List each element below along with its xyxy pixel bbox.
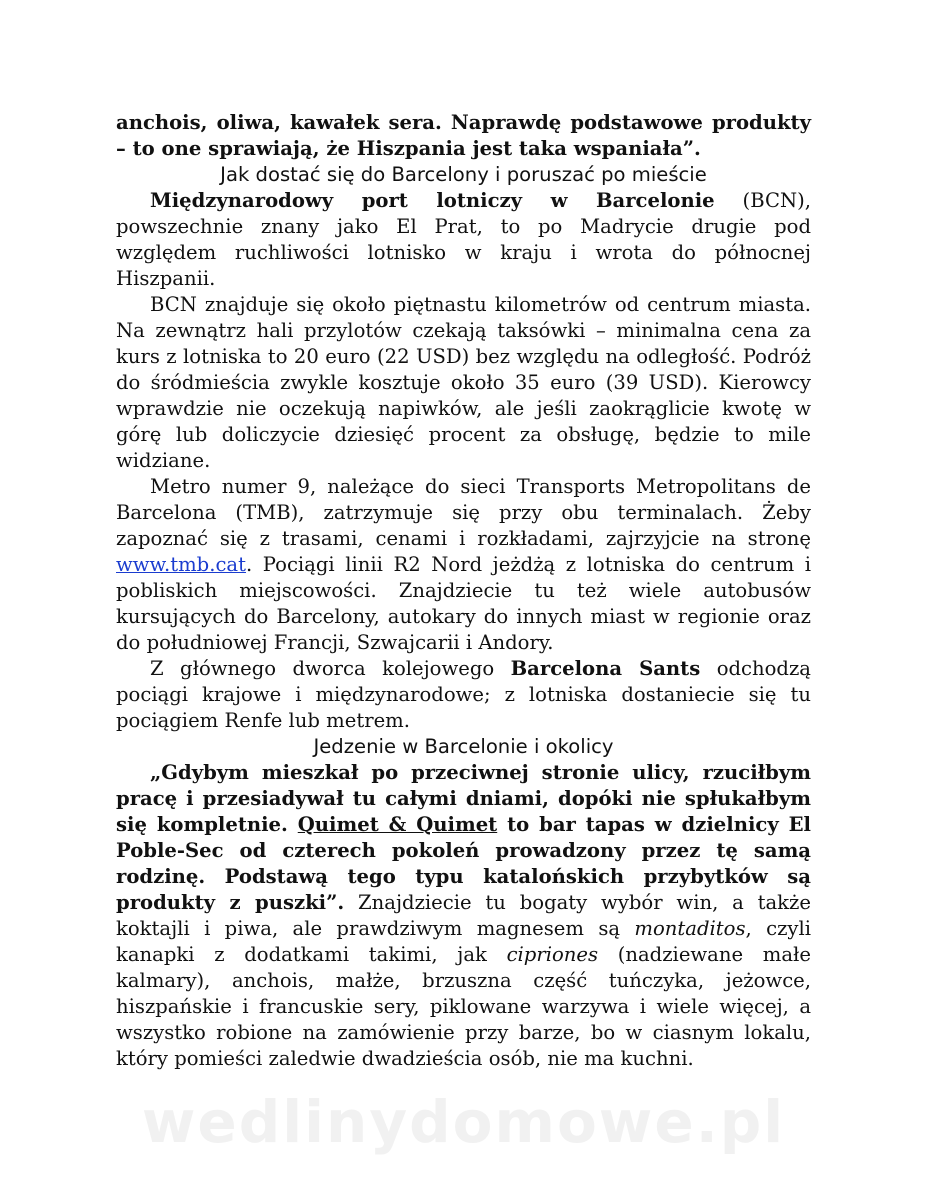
metro-text-after: . Pociągi linii R2 Nord jeżdżą z lotniska do centrum i pobliskich miejscowości. Znajdziecie tu też wiele autobusów kursujących do Barcelony, autokary do innych miast w regionie oraz do południowej Francji, Szwajcarii i Andory. — [116, 553, 811, 654]
paragraph-metro — [116, 474, 811, 656]
quote-bold-a: „Gdybym mieszkał po przeciwnej stronie ulicy, rzuciłbym pracę i przesiadywał tu całymi dniami, dopóki nie spłukałbym się kompletnie. — [116, 761, 811, 836]
tmb-link[interactable]: www.tmb.cat — [116, 553, 246, 576]
section-heading-transport: Jak dostać się do Barcelony i poruszać po mieście — [220, 163, 707, 186]
lead-quote-line-1 — [116, 110, 811, 136]
watermark: wedlinydomowe.pl — [141, 1088, 786, 1156]
lead-quote-line-2 — [116, 136, 811, 162]
food-text-a: Znajdziecie tu bogaty wybór win, a także koktajli i piwa, ale prawdziwym magnesem są — [116, 891, 811, 940]
station-text-after: odchodzą pociągi krajowe i międzynarodowe; z lotniska dostaniecie się tu pociągiem Renfe lub metrem. — [116, 657, 811, 732]
metro-text-before: Metro numer 9, należące do sieci Transports Metropolitans de Barcelona (TMB), zatrzymuje się przy obu terminalach. Żeby zapoznać się z trasami, cenami i rozkładami, zajrzyjcie na stronę — [116, 475, 811, 550]
paragraph-airport — [116, 188, 811, 292]
paragraph-train-station — [116, 656, 811, 734]
airport-name: Międzynarodowy port lotniczy w Barcelonie — [150, 189, 715, 212]
document-page — [116, 110, 811, 1072]
station-name: Barcelona Sants — [510, 657, 701, 680]
term-cipriones: cipriones — [506, 943, 599, 966]
food-text-b: , czyli kanapki z dodatkami takimi, jak — [116, 917, 812, 966]
term-montaditos: montaditos — [634, 917, 746, 940]
airport-text: (BCN), powszechnie znany jako El Prat, to po Madrycie drugie pod względem ruchliwości lotnisko w kraju i wrota do północnej Hiszpanii. — [116, 189, 811, 290]
lead-quote-text-2: – to one sprawiają, że Hiszpania jest taka wspaniała”. — [116, 137, 701, 160]
paragraph-taxi: BCN znajduje się około piętnastu kilometrów od centrum miasta. Na zewnątrz hali przylotów czekają taksówki – minimalna cena za kurs z lotniska to 20 euro (22 USD) bez względu na odległość. Podróż do śródmieścia zwykle kosztuje około 35 euro (39 USD). Kierowcy wprawdzie nie oczekują napiwków, ale jeśli zaokrąglicie kwotę w górę lub doliczycie dziesięć procent za obsługę, będzie to mile widziane. — [116, 293, 811, 472]
quimet-link[interactable]: Quimet & Quimet — [297, 813, 498, 836]
lead-quote-text-1: anchois, oliwa, kawałek sera. Naprawdę podstawowe produkty — [116, 111, 811, 134]
food-text-c: (nadziewane małe kalmary), anchois, małże, brzuszna część tuńczyka, jeżowce, hiszpańskie i francuskie sery, piklowane warzywa i wiele więcej, a wszystko robione na zamówienie przy barze, bo w ciasnym lokalu, który pomieści zaledwie dwadzieścia osób, nie ma kuchni. — [116, 943, 811, 1070]
station-text-before: Z głównego dworca kolejowego — [150, 657, 511, 680]
paragraph-quimet — [116, 760, 811, 1072]
section-heading-food: Jedzenie w Barcelonie i okolicy — [313, 735, 614, 758]
quote-bold-b: to bar tapas w dzielnicy El Poble-Sec od czterech pokoleń prowadzony przez tę samą rodzinę. Podstawą tego typu katalońskich przybytków są produkty z puszki”. — [116, 813, 811, 914]
